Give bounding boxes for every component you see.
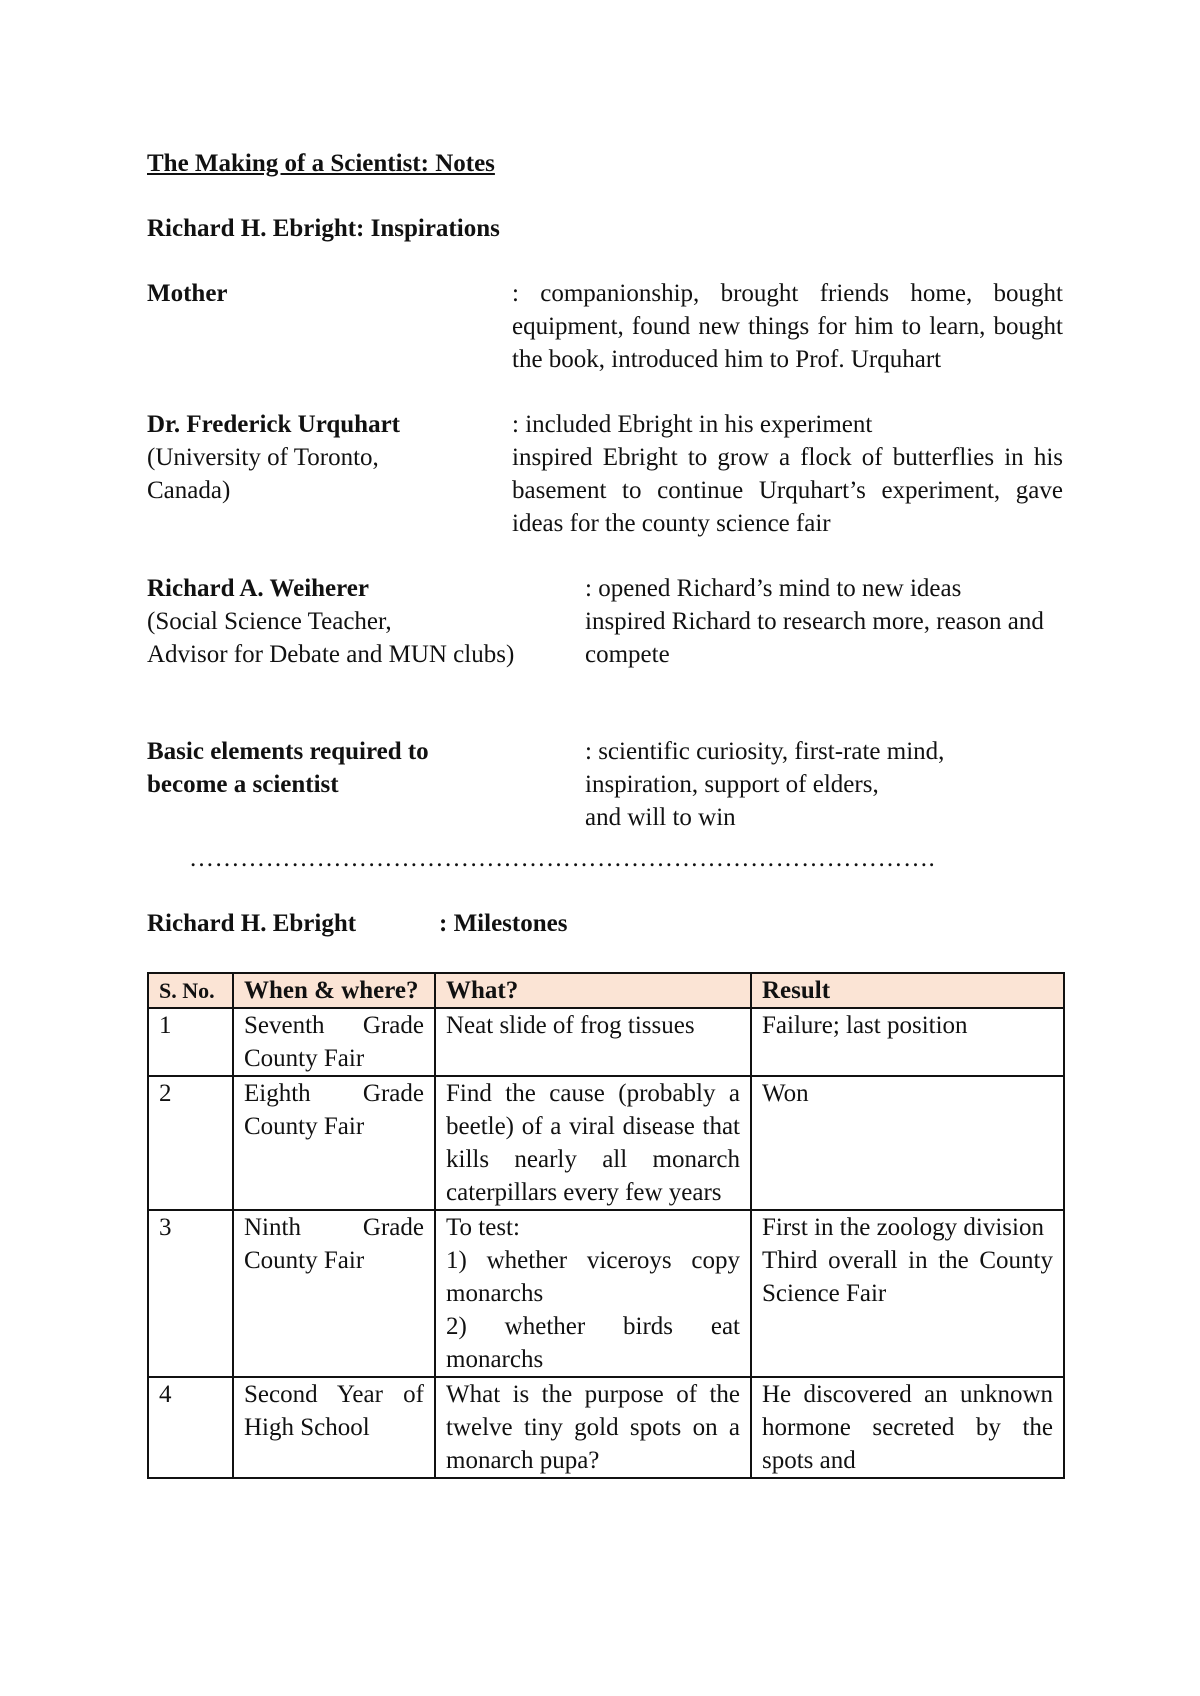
cell-sno: 4 <box>148 1377 233 1478</box>
basic-elements <box>147 735 1063 834</box>
inspiration-name: Mother <box>147 280 228 307</box>
inspiration-name: Richard A. Weiherer <box>147 575 369 602</box>
document-title: The Making of a Scientist: Notes <box>147 150 495 177</box>
inspiration-affiliation: Advisor for Debate and MUN clubs) <box>147 641 515 668</box>
cell-result <box>751 1076 1064 1210</box>
column-header-sno: S. No. <box>148 973 233 1008</box>
spacer <box>147 703 1063 735</box>
inspiration-description: : companionship, brought friends home, bought equipment, found new things for him to learn, bought the book, introduced him to Prof. Urquhart <box>512 280 1063 373</box>
inspiration-name-block <box>147 572 585 671</box>
column-header-when: When & where? <box>233 973 435 1008</box>
milestones-person: Richard H. Ebright <box>147 910 357 937</box>
column-header-result: Result <box>751 973 1064 1008</box>
cell-result <box>751 1210 1064 1377</box>
cell-what <box>435 1076 751 1210</box>
document-page <box>147 147 1063 1479</box>
inspiration-urquhart <box>147 408 1063 540</box>
milestones-label: : Milestones <box>439 910 568 937</box>
cell-line: To test: <box>446 1214 520 1241</box>
cell-line: First in the zoology division <box>762 1214 1044 1241</box>
inspiration-description <box>585 572 1063 671</box>
inspiration-name: Dr. Frederick Urquhart <box>147 411 400 438</box>
cell-line: What is the purpose of the twelve tiny gold spots on a monarch pupa? <box>446 1381 740 1474</box>
description-line: : scientific curiosity, first-rate mind, <box>585 738 945 765</box>
cell-line: He discovered an unknown hormone secreted by the spots and <box>762 1381 1053 1474</box>
cell-line: Failure; last position <box>762 1012 968 1039</box>
cell-line: Neat slide of frog tissues <box>446 1012 695 1039</box>
inspiration-affiliation: Canada) <box>147 477 231 504</box>
basic-elements-list <box>585 735 1063 834</box>
inspiration-description <box>512 408 1063 540</box>
dotted-separator: ……………………………………………………………………………. <box>189 845 936 872</box>
milestones-heading <box>147 907 1063 940</box>
label-line: become a scientist <box>147 771 339 798</box>
cell-sno: 1 <box>148 1008 233 1076</box>
inspiration-name-block <box>147 408 512 540</box>
table-header-row <box>148 973 1064 1008</box>
cell-line: Third overall in the County Science Fair <box>762 1247 1053 1307</box>
basic-elements-label <box>147 735 585 834</box>
cell-when: Seventh Grade County Fair <box>233 1008 435 1076</box>
cell-result <box>751 1377 1064 1478</box>
description-line: : included Ebright in his experiment <box>512 411 873 438</box>
description-line: inspired Richard to research more, reason and compete <box>585 608 1044 668</box>
table-row <box>148 1008 1064 1076</box>
column-header-what: What? <box>435 973 751 1008</box>
cell-line: 2) whether birds eat monarchs <box>446 1313 740 1373</box>
milestones-table <box>147 972 1065 1479</box>
description-line: and will to win <box>585 804 736 831</box>
description-line: : opened Richard’s mind to new ideas <box>585 575 962 602</box>
cell-line: Find the cause (probably a beetle) of a viral disease that kills nearly all monarch caterpillars every few years <box>446 1080 740 1206</box>
cell-what <box>435 1377 751 1478</box>
inspirations-heading: Richard H. Ebright: Inspirations <box>147 215 500 242</box>
table-row <box>148 1210 1064 1377</box>
cell-when: Ninth Grade County Fair <box>233 1210 435 1377</box>
cell-sno: 2 <box>148 1076 233 1210</box>
cell-result <box>751 1008 1064 1076</box>
inspiration-affiliation: (University of Toronto, <box>147 444 379 471</box>
table-row <box>148 1076 1064 1210</box>
cell-line: Won <box>762 1080 809 1107</box>
cell-when: Second Year of High School <box>233 1377 435 1478</box>
cell-sno: 3 <box>148 1210 233 1377</box>
inspiration-affiliation: (Social Science Teacher, <box>147 608 392 635</box>
label-line: Basic elements required to <box>147 738 429 765</box>
inspiration-mother <box>147 277 1063 376</box>
cell-line: 1) whether viceroys copy monarchs <box>446 1247 740 1307</box>
cell-when: Eighth Grade County Fair <box>233 1076 435 1210</box>
description-line: inspired Ebright to grow a flock of butterflies in his basement to continue Urquhart’s experiment, gave ideas for the county science fair <box>512 444 1063 537</box>
description-line: inspiration, support of elders, <box>585 771 879 798</box>
inspiration-weiherer <box>147 572 1063 671</box>
cell-what <box>435 1210 751 1377</box>
cell-what <box>435 1008 751 1076</box>
table-row <box>148 1377 1064 1478</box>
